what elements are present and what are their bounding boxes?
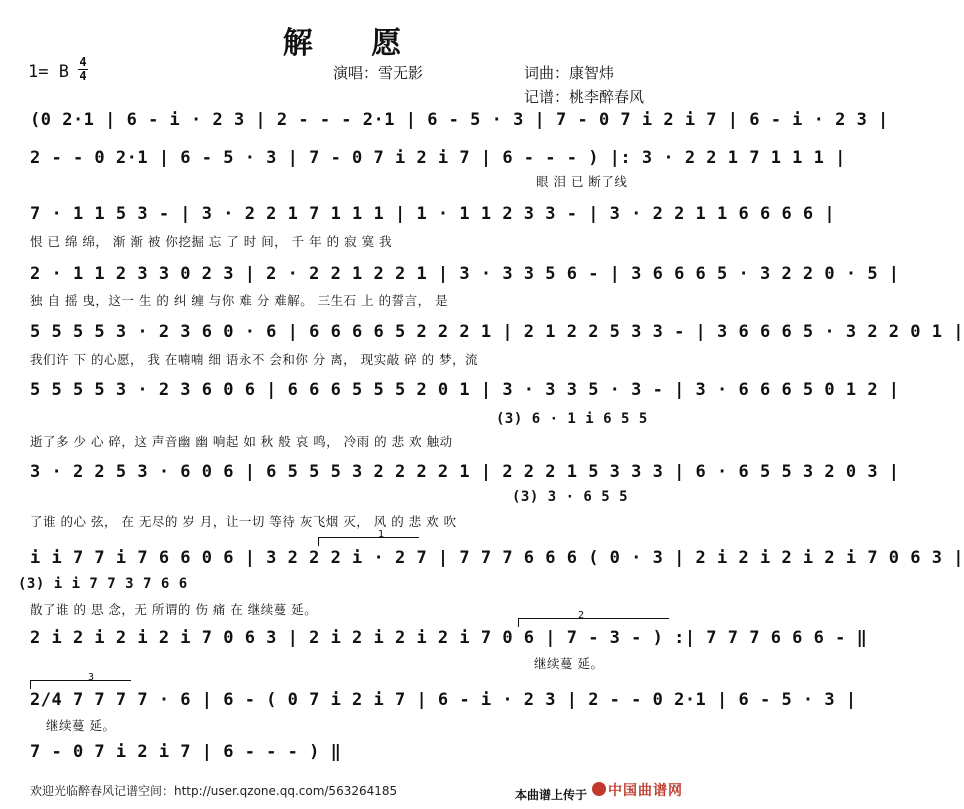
lyric-line: 我们许 下 的心愿， 我 在喃喃 细 语永不 会和你 分 离， 现实敲 碎 的 梦，流 (30, 352, 479, 367)
footer-text: 欢迎光临醉春风记谱空间：http://user.qzone.qq.com/563264185 (30, 784, 398, 798)
score-row: 7 - 0 7 i 2 i 7 | 6 - - - ) ‖ (30, 742, 342, 762)
time-signature (78, 57, 88, 82)
singer-credit: 演唱：雪无影 (333, 64, 424, 82)
lyric-line: 逝了多 少 心 碎，这 声音幽 幽 响起 如 秋 般 哀 鸣， 冷雨 的 悲 欢 触动 (30, 434, 453, 449)
variant-notes: (3) 3 · 6 5 5 (512, 489, 629, 505)
volta-number: 2 (578, 610, 585, 621)
score-row: 2 - - 0 2·1 | 6 - 5 · 3 | 7 - 0 7 i 2 i 7 | 6 - - - ) |: 3 · 2 2 1 7 1 1 1 | (30, 148, 846, 168)
variant-notes: (3) i i 7 7 3 7 6 6 (18, 576, 188, 592)
lyric-line: 恨 已 绵 绵， 渐 渐 被 你挖掘 忘 了 时 间， 千 年 的 寂 寞 我 (30, 234, 393, 249)
lyric-line: 眼 泪 已 断了线 (536, 174, 628, 189)
score-row: 2 · 1 1 2 3 3 0 2 3 | 2 · 2 2 1 2 2 1 | 3 · 3 3 5 6 - | 3 6 6 6 5 · 3 2 2 0 · 5 | (30, 264, 900, 284)
score-row: i i 7 7 i 7 6 6 0 6 | 3 2 2 2 i · 2 7 | 7 7 7 6 6 6 ( 0 · 3 | 2 i 2 i 2 i 2 i 7 0 6 3 | (30, 548, 964, 568)
score-row: 5 5 5 5 3 · 2 3 6 0 · 6 | 6 6 6 6 5 2 2 2 1 | 2 1 2 2 5 3 3 - | 3 6 6 6 5 · 3 2 2 0 1 | (30, 322, 964, 342)
transcriber-credit: 记谱：桃李醉春风 (524, 88, 645, 106)
upload-label: 本曲谱上传于 (515, 788, 588, 802)
score-row: 5 5 5 5 3 · 2 3 6 0 6 | 6 6 6 5 5 5 2 0 1 | 3 · 3 3 5 · 3 - | 3 · 6 6 6 5 0 1 2 | (30, 380, 900, 400)
triplet-number: 3 (88, 672, 95, 683)
score-row: 2/4 7 7 7 7 · 6 | 6 - ( 0 7 i 2 i 7 | 6 - i · 2 3 | 2 - - 0 2·1 | 6 - 5 · 3 | (30, 690, 857, 710)
meter-bottom: 4 (79, 69, 87, 83)
lyric-line: 继续蔓 延。 (534, 656, 604, 671)
variant-notes: (3) 6 · 1 i 6 5 5 (496, 411, 648, 427)
second-ending-bracket (518, 618, 669, 627)
triplet-bracket (30, 680, 131, 689)
score-row: 2 i 2 i 2 i 2 i 7 0 6 3 | 2 i 2 i 2 i 2 i 7 0 6 | 7 - 3 - ) :| 7 7 7 6 6 6 - ‖ (30, 628, 868, 648)
lyric-line: 继续蔓 延。 (46, 718, 116, 733)
composer-credit: 词曲：康智炜 (524, 64, 615, 82)
page-title: 解 愿 (282, 26, 426, 61)
first-ending-bracket (318, 537, 419, 546)
score-row: 3 · 2 2 5 3 · 6 0 6 | 6 5 5 5 3 2 2 2 2 1 | 2 2 2 1 5 3 3 3 | 6 · 6 5 5 3 2 0 3 | (30, 462, 900, 482)
score-row: 7 · 1 1 5 3 - | 3 · 2 2 1 7 1 1 1 | 1 · 1 1 2 3 3 - | 3 · 2 2 1 1 6 6 6 6 | (30, 204, 836, 224)
lyric-line: 散了谁 的 思 念，无 所谓的 伤 痛 在 继续蔓 延。 (30, 602, 318, 617)
meter-top: 4 (79, 55, 87, 69)
lyric-line: 了谁 的心 弦， 在 无尽的 岁 月，让一切 等待 灰飞烟 灭， 风 的 悲 欢 吹 (30, 514, 457, 529)
site-logo[interactable]: 中国曲谱网 (608, 783, 683, 799)
key-signature: 1= B (28, 62, 69, 82)
lyric-line: 独 自 摇 曳，这一 生 的 纠 缠 与你 难 分 难解。 三生石 上 的誓言， 是 (30, 293, 449, 308)
volta-number: 1 (378, 529, 385, 540)
score-row: (0 2·1 | 6 - i · 2 3 | 2 - - - 2·1 | 6 - 5 · 3 | 7 - 0 7 i 2 i 7 | 6 - i · 2 3 | (30, 110, 889, 130)
logo-icon (592, 782, 606, 796)
